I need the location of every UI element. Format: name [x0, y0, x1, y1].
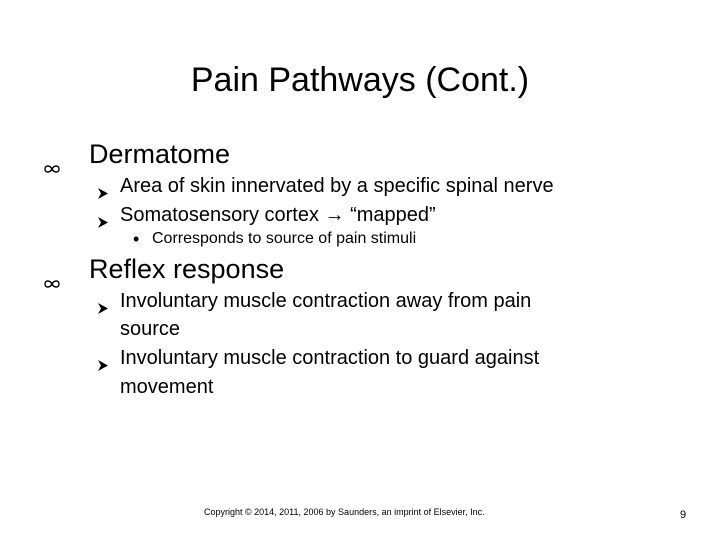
infinity-icon [44, 265, 60, 277]
subbullet-text: Area of skin innervated by a specific spinal nerve [120, 175, 554, 197]
slide-title: Pain Pathways (Cont.) [190, 61, 530, 99]
copyright-footer: Copyright © 2014, 2011, 2006 by Saunders, an imprint of Elsevier, Inc. [204, 507, 485, 517]
subsubbullet-text: Corresponds to source of pain stimuli [152, 230, 417, 247]
subbullet-text: Somatosensory cortex → “mapped” [120, 204, 436, 226]
arrowhead-icon [97, 352, 109, 365]
bullet-text: Reflex response [89, 254, 285, 284]
bullet-text: Dermatome [89, 139, 231, 169]
arrowhead-icon [97, 295, 109, 308]
arrowhead-icon [97, 209, 109, 222]
arrowhead-icon [97, 180, 109, 193]
dot-icon: • [133, 229, 140, 249]
page-number: 9 [680, 509, 687, 521]
subbullet-continuation: movement [120, 376, 214, 398]
subbullet-text: Involuntary muscle contraction away from pain [120, 290, 532, 312]
infinity-icon [44, 150, 60, 162]
subbullet-continuation: source [120, 318, 181, 340]
subbullet-text: Involuntary muscle contraction to guard against [120, 347, 540, 369]
